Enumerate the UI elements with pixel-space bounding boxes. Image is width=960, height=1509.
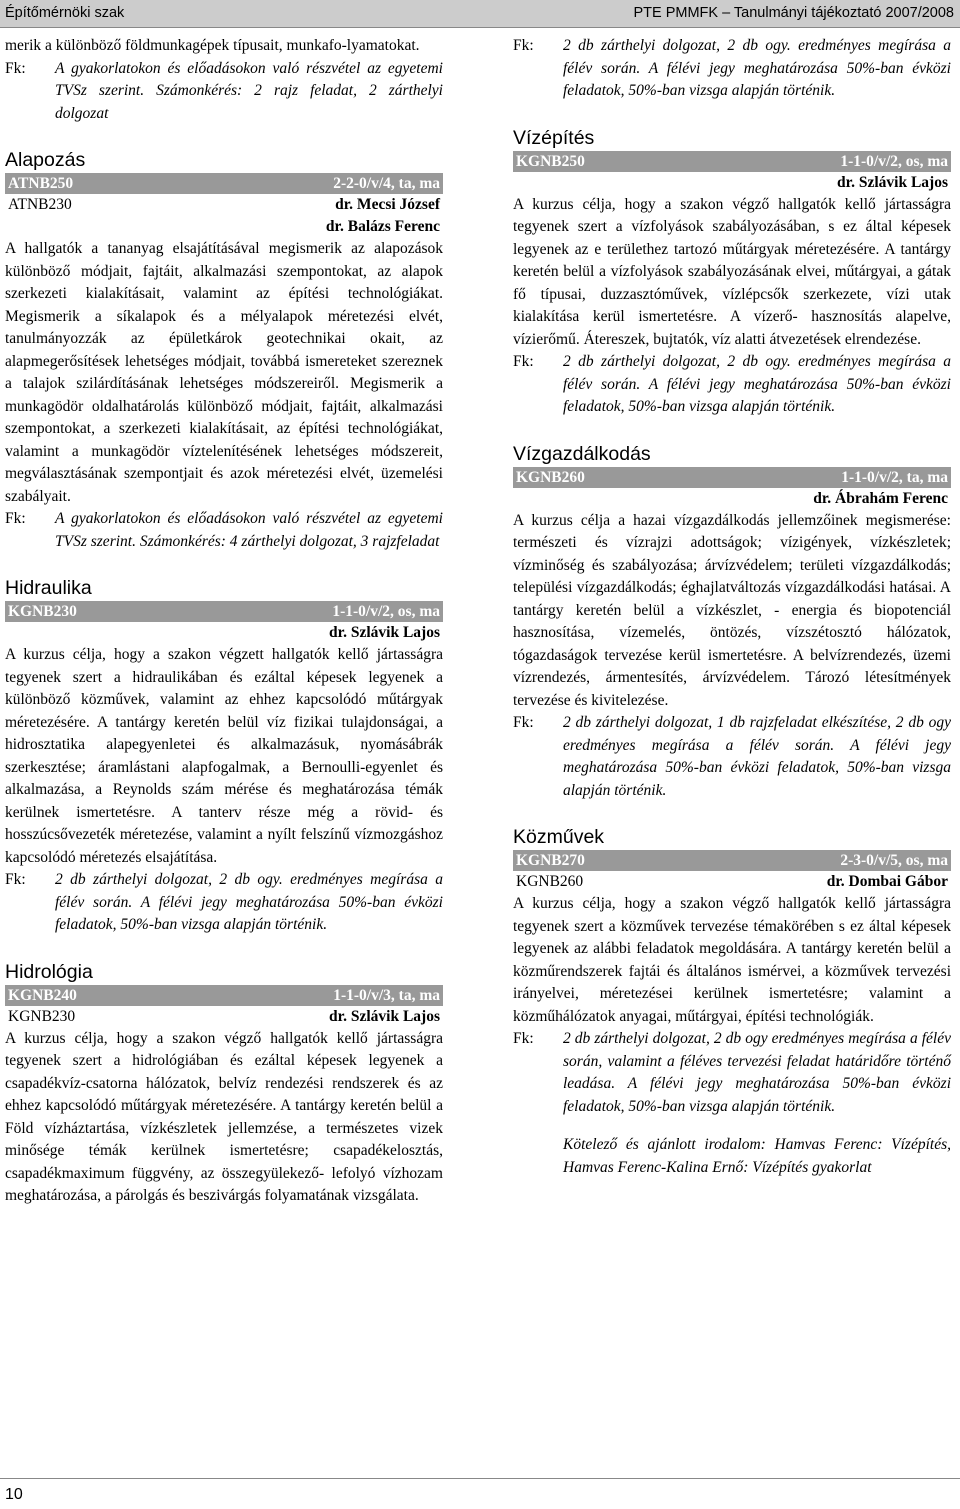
fk-text: 2 db zárthelyi dolgozat, 2 db ogy eredményes megírása a félév során, valamint a féléves tervezési feladat határidőre történő leadása. A félévi jegy meghatározása 50%-ban évközi feladatok, 50%-ban vizsga alapján történik. [563,1030,951,1115]
intro-fk [513,35,951,103]
course-info: 1-1-0/v/3, ta, ma [333,986,440,1004]
right-column [513,35,951,1179]
course-description: A kurzus célja, hogy a szakon végző hallgatók kellő jártasságra tegyenek szert a közművek tervezése témakörében s ez által képesek legyenek az alábbi feladatok megoldására. A tantárgy keretén belül a közműrendszerek fajtái és általános ismérvei, a közművek tervezési irányelvei, méretezései kerülnek ismertetésre; valamint a közműhálózatok anyagai, műtárgyai, építési technológiák. [513,895,951,1025]
prereq-code: KGNB260 [516,873,584,890]
header-left: Építőmérnöki szak [5,5,125,21]
course-fk [5,869,443,937]
intro-text: merik a különböző földmunkagépek típusait, munkafo-lyamatokat. [5,37,420,54]
footer-rule [0,1478,960,1479]
course-code: KGNB270 [516,852,585,869]
fk-text: 2 db zárthelyi dolgozat, 2 db ogy. eredményes megírása a félév során. A félévi jegy meghatározása 50%-ban évközi feladatok, 50%-ban vizsga alapján történik. [55,871,443,933]
fk-label: Fk: [513,353,534,370]
page-header [0,0,960,28]
course-bar-kozmuvek [513,850,951,871]
course-bar-vizgazdalkodas [513,467,951,488]
instructor: dr. Mecsi József [335,196,440,213]
section-title-vizepites: Vízépítés [513,126,595,149]
course-code: KGNB250 [516,152,585,170]
course-bar-alapozas [5,173,443,194]
instructor: dr. Szlávik Lajos [329,1007,440,1025]
course-code: KGNB230 [8,603,77,620]
instructor: dr. Ábrahám Ferenc [813,489,948,507]
prereq-code: ATNB230 [8,196,72,213]
course-fk [5,508,443,553]
course-fk [513,351,951,419]
page-number: 10 [5,1486,23,1503]
section-title-kozmuvek: Közművek [513,826,605,848]
course-code: ATNB250 [8,175,74,192]
course-fk [513,712,951,802]
course-info: 1-1-0/v/2, ta, ma [841,468,948,486]
course-info: 1-1-0/v/2, os, ma [840,152,948,170]
course-code: KGNB240 [8,986,77,1004]
fk-text: A gyakorlatokon és előadásokon való részvétel az egyetemi TVSz szerint. Számonkérés: 2 rajz feladat, 2 zárthelyi dolgozat [55,59,443,122]
course-meta [5,194,443,216]
section-title-hidrologia: Hidrológia [5,960,93,983]
left-column [5,35,443,1208]
literature-text: Kötelező és ajánlott irodalom: Hamvas Ferenc: Vízépítés, Hamvas Ferenc-Kalina Ernő: Vízépítés gyakorlat [563,1136,951,1176]
course-fk [513,1028,951,1118]
fk-label: Fk: [5,871,26,888]
course-info: 1-1-0/v/2, os, ma [332,603,440,620]
course-code: KGNB260 [516,468,585,486]
instructor-2: dr. Balázs Ferenc [325,218,440,235]
section-title-hidraulika: Hidraulika [5,577,92,599]
fk-label: Fk: [5,510,26,527]
fk-text: A gyakorlatokon és előadásokon való részvétel az egyetemi TVSz szerint. Számonkérés: 4 zárthelyi dolgozat, 3 rajzfeladat [55,510,443,550]
fk-label: Fk: [513,714,534,731]
fk-text: 2 db zárthelyi dolgozat, 1 db rajzfeladat elkészítése, 2 db ogy eredményes megírása a félév során. A félévi jegy meghatározása 50%-ban évközi feladatok, 50%-ban vizsga alapján történik. [563,714,951,799]
course-bar-vizepites [513,151,951,172]
course-meta [513,871,951,893]
course-description: A kurzus célja, hogy a szakon végző hallgatók kellő jártasságra tegyenek szert a vízfolyások szabályozásában, s ez által képesek legyenek az e területhez tartozó műtárgyak méretezésére. A tantárgy keretén belül a vízfolyások szabályozásának elvei, műtárgyai, a gátak fő típusai, duzzasztóművek, vízlépcsők szerkezete, vízi utak kialakítása kerül ismertetésre. A vízerő- hasznosítás alapelve, vízierőmű. Átereszek, bujtatók, víz alatti átvezetések elrendezése. [513,195,951,348]
intro-fk [5,58,443,126]
fk-text: 2 db zárthelyi dolgozat, 2 db ogy. eredményes megírása a félév során. A félévi jegy meghatározása 50%-ban évközi feladatok, 50%-ban vizsga alapján történik. [563,353,951,415]
header-right: PTE PMMFK – Tanulmányi tájékoztató 2007/2008 [633,5,954,21]
fk-text: 2 db zárthelyi dolgozat, 2 db ogy. eredményes megírása a félév során. A félévi jegy meghatározása 50%-ban évközi feladatok, 50%-ban vizsga alapján történik. [563,37,951,99]
literature [513,1134,951,1179]
fk-label: Fk: [513,1030,534,1047]
course-bar-hidrologia [5,985,443,1006]
instructor: dr. Szlávik Lajos [837,173,948,191]
section-title-vizgazdalkodas: Vízgazdálkodás [513,442,651,465]
prereq-code: KGNB230 [8,1007,76,1025]
fk-label: Fk: [513,37,534,54]
fk-label: Fk: [5,59,26,77]
course-info: 2-3-0/v/5, os, ma [840,852,948,869]
course-description: A kurzus célja, hogy a szakon végző hallgatók kellő jártasságra tegyenek szert a hidrológiában és ezáltal képesek legyenek a csapadékvíz-csatorna hálózatok, belvíz rendezési rendszerek és az ehhez kapcsolódó műtárgyak méretezésére. A tantárgy keretén belül a Föld vízháztartása, vízkészletek jellemzése, a természetes vizek minősége témák kerülnek ismertetésre; csapadékelosztás, csapadékmaximum függvény, az összegyülekező- lefolyó vízhozam meghatározása, a párolgás és beszivárgás folyamatának vizsgálata. [5,1029,443,1204]
course-info: 2-2-0/v/4, ta, ma [333,175,440,192]
course-description: A kurzus célja, hogy a szakon végzett hallgatók kellő jártasságra tegyenek szert a hidraulikában és ezáltal képesek legyenek a különböző közművek, valamint az ehhez kapcsolódó műtárgyak méretezésére. A tantárgy keretén belül víz fizikai tulajdonságai, a hidrosztatika alapegyenletei és alkalmazásuk, nyomásábrák szerkesztése; áramlástani alapfogalmak, a Bernoulli-egyenlet és alkalmazása, a Reynolds szám mérése és meghatározása témák kerülnek ismertetésre. A tanterv része még a rövid- és hosszúcsővezeték méretezése, valamint a nyílt felszínű vízmozgáshoz kapcsolódó méretezés elsajátítása. [5,646,443,866]
course-meta [5,1006,443,1028]
instructor: dr. Szlávik Lajos [329,624,440,641]
course-description: A hallgatók a tananyag elsajátításával megismerik az alapozások különböző módjait, fajtáit, alkalmazási szempontokat, az alapok szerkezeti kialakításait, valamint az építési technológiákat. Megismerik a síkalapok és a mélyalapok méretezési elvét, tanulmányozzák az épületkárok geotechnikai okait, az alapmegerősítések lehetséges módjait, továbbá ismereteket szereznek a talajok szilárdításának lehetséges módszereiről. Megismerik a munkagödör oldalhatárolás különböző módjait, fajtáit, alkalmazási szempontokat, a szerkezeti kialakításait, az építési technológiákat, valamint a munkagödör víztelenítésének lehetséges módszereit, megválasztásának szempontjait és azok méretezési elvét, üzemelési szabályait. [5,240,443,505]
course-bar-hidraulika [5,601,443,622]
section-title-alapozas: Alapozás [5,149,86,171]
course-description: A kurzus célja a hazai vízgazdálkodás jellemzőinek megismerése: természeti és vízrajzi adottságok; vízigények, vízkészletek; vízminőség és szabályozása; árvízvédelem; területi vízgazdálkodás; települési vízgazdálkodás; éghajlatváltozás vízgazdálkodási hatásai. A tantárgy keretén belül a vízkészlet, - energia és biopotenciál hasznosítása, vízemelés, öntözés, vízszétosztó hálózatok, tógazdaságok tervezése kerül ismertetésre. A belvízrendezés, üzemi vízrendezés, ármentesítés, árvízvédelem. Tározó létesítmények tervezése és kivitelezése. [513,511,951,709]
instructor: dr. Dombai Gábor [826,873,948,890]
